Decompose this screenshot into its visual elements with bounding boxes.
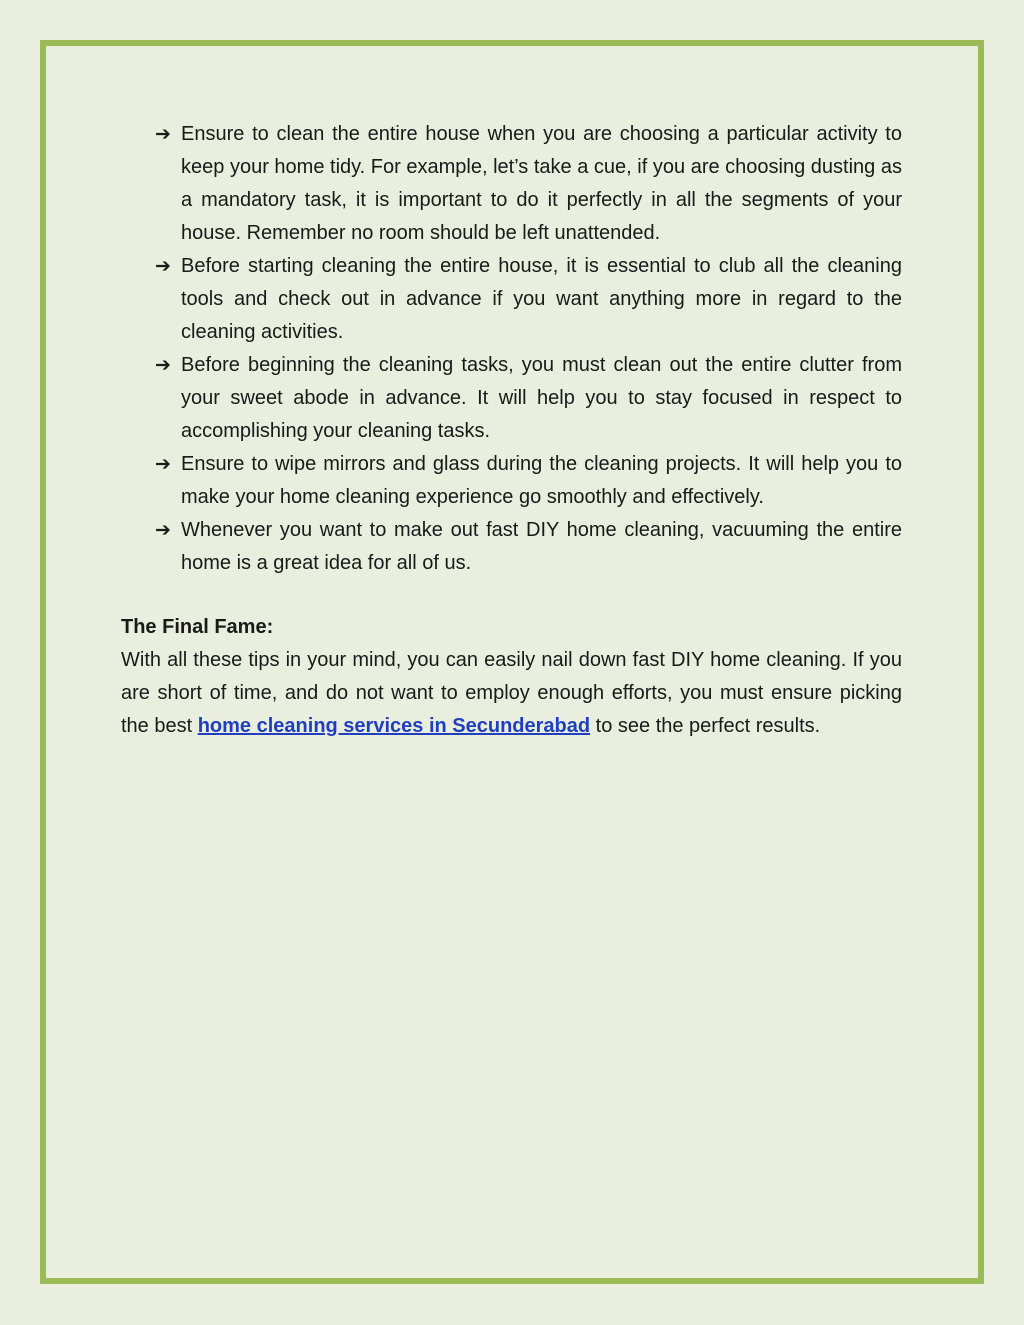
- arrow-bullet-icon: ➔: [155, 123, 171, 145]
- list-item: [155, 250, 902, 349]
- paragraph-text-after-link: to see the perfect results.: [590, 715, 821, 737]
- tips-list: [155, 118, 902, 580]
- arrow-bullet-icon: ➔: [155, 354, 171, 376]
- list-item: [155, 514, 902, 580]
- arrow-bullet-icon: ➔: [155, 519, 171, 541]
- list-item: [155, 448, 902, 514]
- arrow-bullet-icon: ➔: [155, 255, 171, 277]
- home-cleaning-services-link[interactable]: home cleaning services in Secunderabad: [197, 715, 591, 737]
- list-item-text: Whenever you want to make out fast DIY home cleaning, vacuuming the entire home is a great idea for all of us.: [181, 519, 902, 574]
- conclusion-section: [121, 611, 902, 743]
- section-paragraph: [121, 644, 902, 743]
- list-item-text: Ensure to clean the entire house when you are choosing a particular activity to keep your home tidy. For example, let’s take a cue, if you are choosing dusting as a mandatory task, it is important to do it perfectly in all the segments of your house. Remember no room should be left unattended.: [181, 123, 902, 244]
- list-item: [155, 118, 902, 250]
- section-heading: The Final Fame:: [121, 616, 274, 638]
- list-item-text: Before starting cleaning the entire house, it is essential to club all the cleaning tools and check out in advance if you want anything more in regard to the cleaning activities.: [181, 255, 902, 343]
- arrow-bullet-icon: ➔: [155, 453, 171, 475]
- paragraph-text-before-link: With all these tips in your mind, you can easily nail down fast DIY home cleaning. If you are short of time, and do not want to employ enough efforts, you must ensure picking the best: [121, 649, 902, 737]
- list-item: [155, 349, 902, 448]
- list-item-text: Before beginning the cleaning tasks, you must clean out the entire clutter from your sweet abode in advance. It will help you to stay focused in respect to accomplishing your cleaning tasks.: [181, 354, 902, 442]
- list-item-text: Ensure to wipe mirrors and glass during the cleaning projects. It will help you to make your home cleaning experience go smoothly and effectively.: [181, 453, 902, 508]
